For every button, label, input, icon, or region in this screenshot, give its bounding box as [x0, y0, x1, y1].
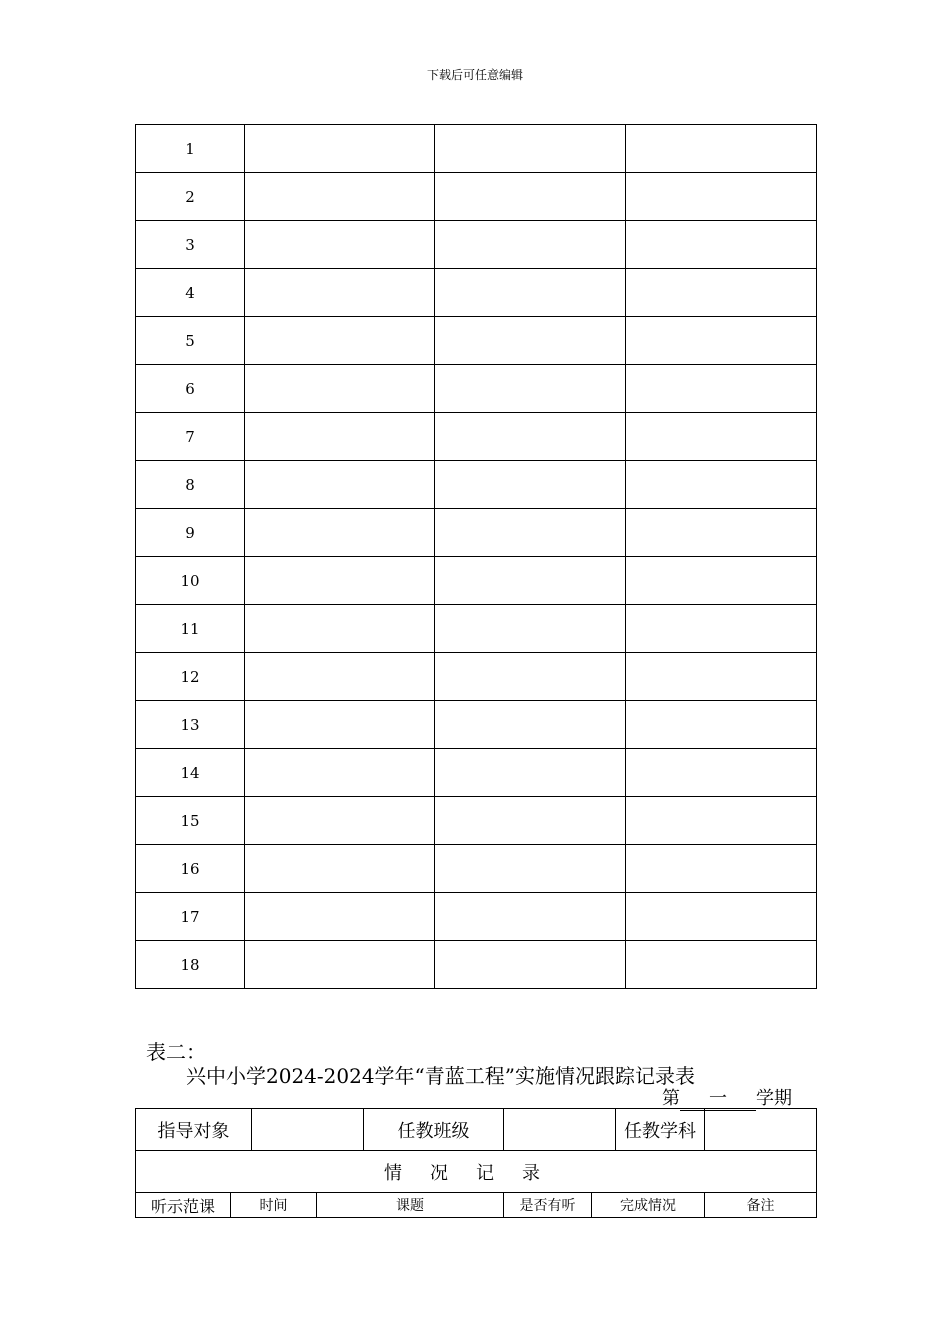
tracking-header-row: [136, 1109, 817, 1151]
table-title: 兴中小学2024-2024学年“青蓝工程”实施情况跟踪记录表: [186, 1064, 696, 1088]
empty-cell[interactable]: [245, 605, 435, 653]
empty-cell[interactable]: [245, 317, 435, 365]
empty-cell[interactable]: [435, 365, 626, 413]
empty-cell[interactable]: [626, 941, 817, 989]
empty-cell[interactable]: [245, 125, 435, 173]
table-row: [136, 557, 817, 605]
empty-cell[interactable]: [435, 701, 626, 749]
empty-cell[interactable]: [626, 509, 817, 557]
table-row: [136, 701, 817, 749]
empty-cell[interactable]: [626, 125, 817, 173]
empty-cell[interactable]: [245, 509, 435, 557]
guide-target-value[interactable]: [252, 1109, 364, 1151]
empty-cell[interactable]: [626, 557, 817, 605]
row-number: 7: [136, 413, 245, 461]
table-row: [136, 749, 817, 797]
column-header-row: [136, 1193, 817, 1218]
empty-cell[interactable]: [626, 413, 817, 461]
empty-cell[interactable]: [245, 749, 435, 797]
empty-cell[interactable]: [435, 221, 626, 269]
semester-value: 一: [680, 1084, 756, 1111]
teaching-class-label: 任教班级: [364, 1109, 504, 1151]
empty-cell[interactable]: [435, 173, 626, 221]
empty-cell[interactable]: [245, 365, 435, 413]
table-row: [136, 365, 817, 413]
row-number: 17: [136, 893, 245, 941]
table-row: [136, 797, 817, 845]
semester-line: [662, 1084, 792, 1111]
table-row: [136, 461, 817, 509]
empty-cell[interactable]: [435, 797, 626, 845]
empty-cell[interactable]: [245, 173, 435, 221]
row-number: 5: [136, 317, 245, 365]
empty-cell[interactable]: [435, 125, 626, 173]
empty-cell[interactable]: [435, 413, 626, 461]
empty-cell[interactable]: [626, 845, 817, 893]
table-row: [136, 413, 817, 461]
empty-cell[interactable]: [245, 893, 435, 941]
row-number: 12: [136, 653, 245, 701]
table-row: [136, 893, 817, 941]
row-number: 13: [136, 701, 245, 749]
table-row: [136, 509, 817, 557]
section-title: 情况记录: [136, 1151, 817, 1193]
semester-suffix: 学期: [756, 1088, 792, 1109]
row-number: 18: [136, 941, 245, 989]
tracking-table: [135, 1108, 817, 1218]
col-topic: 课题: [317, 1193, 504, 1218]
record-table-body: [136, 125, 817, 989]
row-number: 1: [136, 125, 245, 173]
empty-cell[interactable]: [245, 653, 435, 701]
teaching-subject-label: 任教学科: [616, 1109, 705, 1151]
empty-cell[interactable]: [626, 365, 817, 413]
row-number: 14: [136, 749, 245, 797]
empty-cell[interactable]: [435, 845, 626, 893]
empty-cell[interactable]: [626, 797, 817, 845]
section-title-row: [136, 1151, 817, 1193]
empty-cell[interactable]: [245, 845, 435, 893]
empty-cell[interactable]: [435, 941, 626, 989]
empty-cell[interactable]: [435, 653, 626, 701]
table-row: [136, 941, 817, 989]
row-number: 2: [136, 173, 245, 221]
row-number: 15: [136, 797, 245, 845]
page-header-note: 下载后可任意编辑: [426, 68, 523, 82]
table-caption: 表二：: [146, 1040, 206, 1064]
table-row: [136, 845, 817, 893]
row-number: 16: [136, 845, 245, 893]
empty-cell[interactable]: [626, 653, 817, 701]
teaching-subject-value[interactable]: [705, 1109, 817, 1151]
table-row: [136, 221, 817, 269]
row-number: 10: [136, 557, 245, 605]
row-number: 9: [136, 509, 245, 557]
row-number: 11: [136, 605, 245, 653]
empty-cell[interactable]: [245, 701, 435, 749]
empty-cell[interactable]: [435, 749, 626, 797]
empty-cell[interactable]: [435, 509, 626, 557]
guide-target-label: 指导对象: [136, 1109, 252, 1151]
empty-cell[interactable]: [626, 701, 817, 749]
table-row: [136, 317, 817, 365]
row-number: 3: [136, 221, 245, 269]
row-number: 4: [136, 269, 245, 317]
empty-cell[interactable]: [626, 269, 817, 317]
empty-cell[interactable]: [435, 317, 626, 365]
col-demo-lesson: 听示范课: [136, 1193, 231, 1218]
col-remarks: 备注: [705, 1193, 817, 1218]
table-row: [136, 125, 817, 173]
empty-cell[interactable]: [245, 413, 435, 461]
empty-cell[interactable]: [626, 893, 817, 941]
empty-cell[interactable]: [626, 749, 817, 797]
table-row: [136, 605, 817, 653]
empty-cell[interactable]: [245, 557, 435, 605]
empty-cell[interactable]: [626, 221, 817, 269]
empty-cell[interactable]: [245, 461, 435, 509]
row-number: 8: [136, 461, 245, 509]
table-row: [136, 653, 817, 701]
empty-cell[interactable]: [435, 605, 626, 653]
record-table: [135, 124, 817, 989]
col-completion: 完成情况: [592, 1193, 705, 1218]
empty-cell[interactable]: [245, 797, 435, 845]
table-row: [136, 173, 817, 221]
empty-cell[interactable]: [435, 461, 626, 509]
empty-cell[interactable]: [245, 941, 435, 989]
table-row: [136, 269, 817, 317]
col-attended: 是否有听: [504, 1193, 592, 1218]
empty-cell[interactable]: [435, 893, 626, 941]
empty-cell[interactable]: [626, 605, 817, 653]
empty-cell[interactable]: [626, 173, 817, 221]
col-time: 时间: [231, 1193, 317, 1218]
semester-prefix: 第: [662, 1088, 680, 1109]
empty-cell[interactable]: [435, 269, 626, 317]
teaching-class-value[interactable]: [504, 1109, 616, 1151]
empty-cell[interactable]: [245, 269, 435, 317]
empty-cell[interactable]: [435, 557, 626, 605]
empty-cell[interactable]: [626, 461, 817, 509]
empty-cell[interactable]: [626, 317, 817, 365]
empty-cell[interactable]: [245, 221, 435, 269]
row-number: 6: [136, 365, 245, 413]
